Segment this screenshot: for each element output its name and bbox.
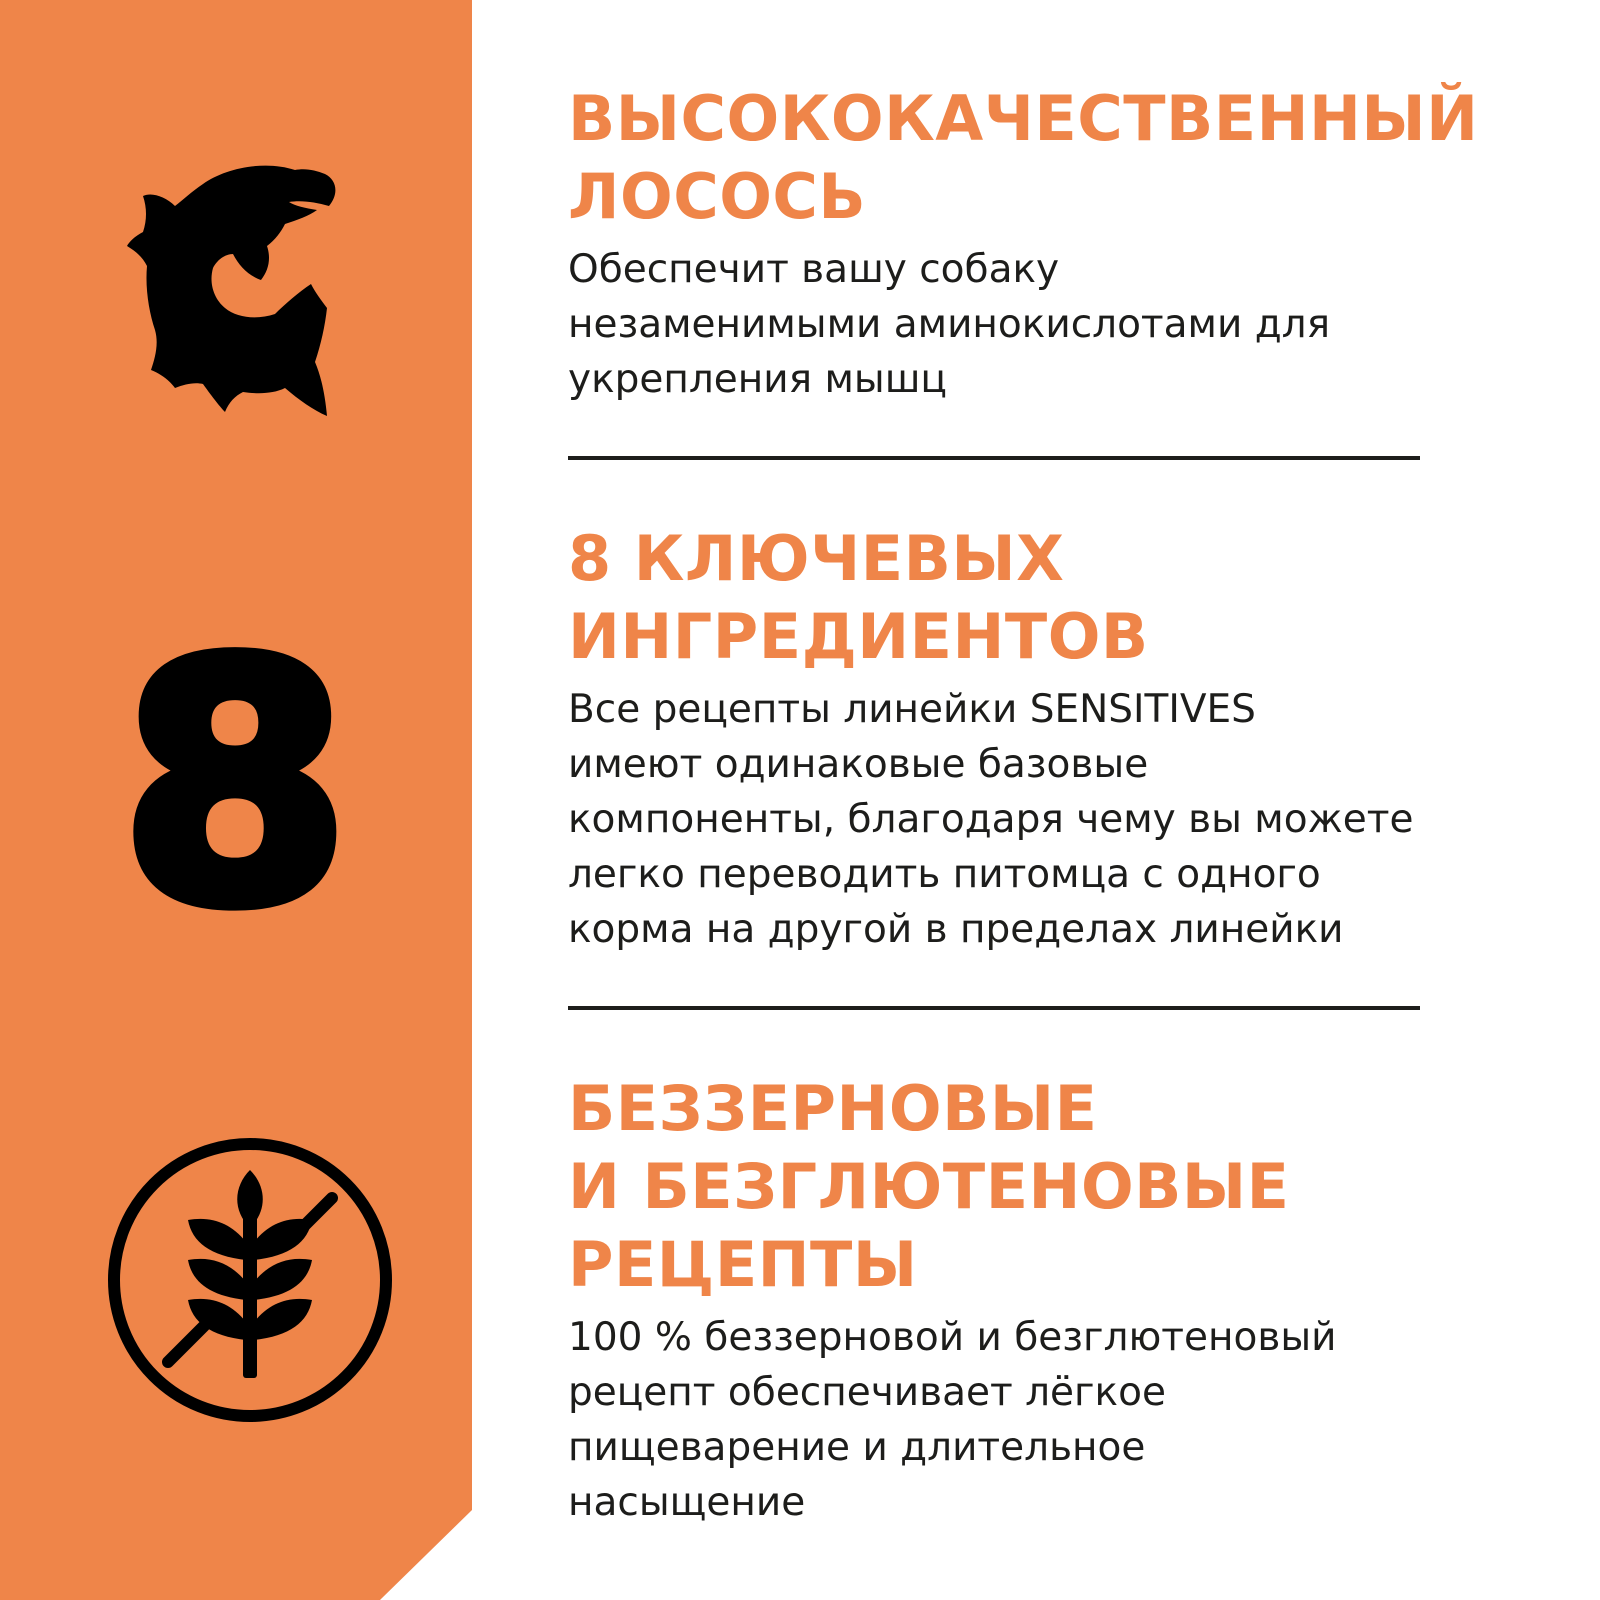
description-line: насыщение bbox=[568, 1480, 806, 1525]
heading-line: ВЫСОКОКАЧЕСТВЕННЫЙ bbox=[568, 82, 1479, 155]
description-line: легко переводить питомца с одного bbox=[568, 852, 1321, 897]
description-line: имеют одинаковые базовые bbox=[568, 742, 1149, 787]
key-ingredients-number: 8 bbox=[120, 593, 350, 977]
description-line: рецепт обеспечивает лёгкое bbox=[568, 1370, 1166, 1415]
heading-line: 8 КЛЮЧЕВЫХ bbox=[568, 522, 1065, 595]
fish-icon bbox=[125, 162, 340, 430]
section-divider bbox=[568, 456, 1420, 460]
description-line: укрепления мышц bbox=[568, 357, 947, 402]
feature-heading bbox=[568, 520, 1413, 676]
feature-heading bbox=[568, 80, 1479, 236]
description-line: пищеварение и длительное bbox=[568, 1425, 1146, 1470]
heading-line: РЕЦЕПТЫ bbox=[568, 1228, 918, 1301]
feature-salmon bbox=[568, 80, 1479, 407]
feature-key-ingredients bbox=[568, 520, 1413, 957]
feature-heading bbox=[568, 1070, 1336, 1304]
feature-grain-free bbox=[568, 1070, 1336, 1530]
description-line: Обеспечит вашу собаку bbox=[568, 247, 1060, 292]
description-line: незаменимыми аминокислотами для bbox=[568, 302, 1331, 347]
description-line: Все рецепты линейки SENSITIVES bbox=[568, 687, 1256, 732]
heading-line: ЛОСОСЬ bbox=[568, 160, 867, 233]
description-line: 100 % беззерновой и безглютеновый bbox=[568, 1315, 1337, 1360]
feature-description bbox=[568, 1310, 1336, 1530]
grain-free-icon bbox=[100, 1130, 400, 1430]
heading-line: БЕЗЗЕРНОВЫЕ bbox=[568, 1072, 1098, 1145]
feature-description bbox=[568, 242, 1479, 407]
heading-line: ИНГРЕДИЕНТОВ bbox=[568, 600, 1149, 673]
description-line: корма на другой в пределах линейки bbox=[568, 907, 1344, 952]
feature-description bbox=[568, 682, 1413, 957]
description-line: компоненты, благодаря чему вы можете bbox=[568, 797, 1414, 842]
heading-line: И БЕЗГЛЮТЕНОВЫЕ bbox=[568, 1150, 1290, 1223]
section-divider bbox=[568, 1006, 1420, 1010]
